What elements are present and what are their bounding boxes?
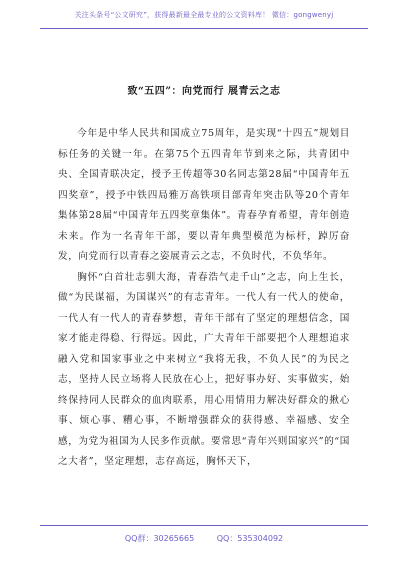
page-footer (0, 533, 408, 544)
page-header: 关注头条号“公文研究”，获得最新最全最专业的公文资料库！ 微信：gongwenyj (74, 11, 334, 19)
qq-group-label: QQ群：30265665 (124, 534, 195, 543)
footer-divider (40, 525, 368, 526)
qq-contact-label: QQ：535304092 (216, 534, 284, 543)
header-divider (40, 28, 368, 29)
document-title: 致“五四”：向党而行 展青云之志 (127, 86, 281, 97)
paragraph: 今年是中华人民共和国成立75周年，是实现“十四五”规划目标任务的关键一年。在第75个五四青年节到来之际，共青团中央、全国青联决定，授予王传超等30名同志第28届“中国青年五四奖章”，授予中铁四局雅万高铁项目部青年突击队等20个青年集体第28届“中国青年五四奖章集体”。青春孕育希望，青年创造未来。作为一名青年干部，要以青年典型模范为标杆，踔厉奋发，向党而行以青春之姿展青云之志，不负时代，不负华年。 (58, 128, 350, 262)
paragraph: 胸怀“白首壮志驯大海，青春浩气走千山”之志，向上生长，做“为民谋福，为国谋兴”的有志青年。一代人有一代人的使命，一代人有一代人的青春梦想，青年干部有了坚定的理想信念，国家才能走得稳、行得远。因此，广大青年干部要把个人理想追求融入党和国家事业之中来树立“我将无我，不负人民”的为民之志，坚持人民立场将人民放在心上，把好事办好、实事做实，始终保持同人民群众的血肉联系，用心用情用力解决好群众的揪心事、烦心事、糟心事，不断增强群众的获得感、幸福感、安全感，为党为祖国为人民多作贡献。要常思“青年兴则国家兴”的“国之大者”，坚定理想，志存高远，胸怀天下， (58, 271, 350, 467)
document-body (58, 124, 350, 473)
